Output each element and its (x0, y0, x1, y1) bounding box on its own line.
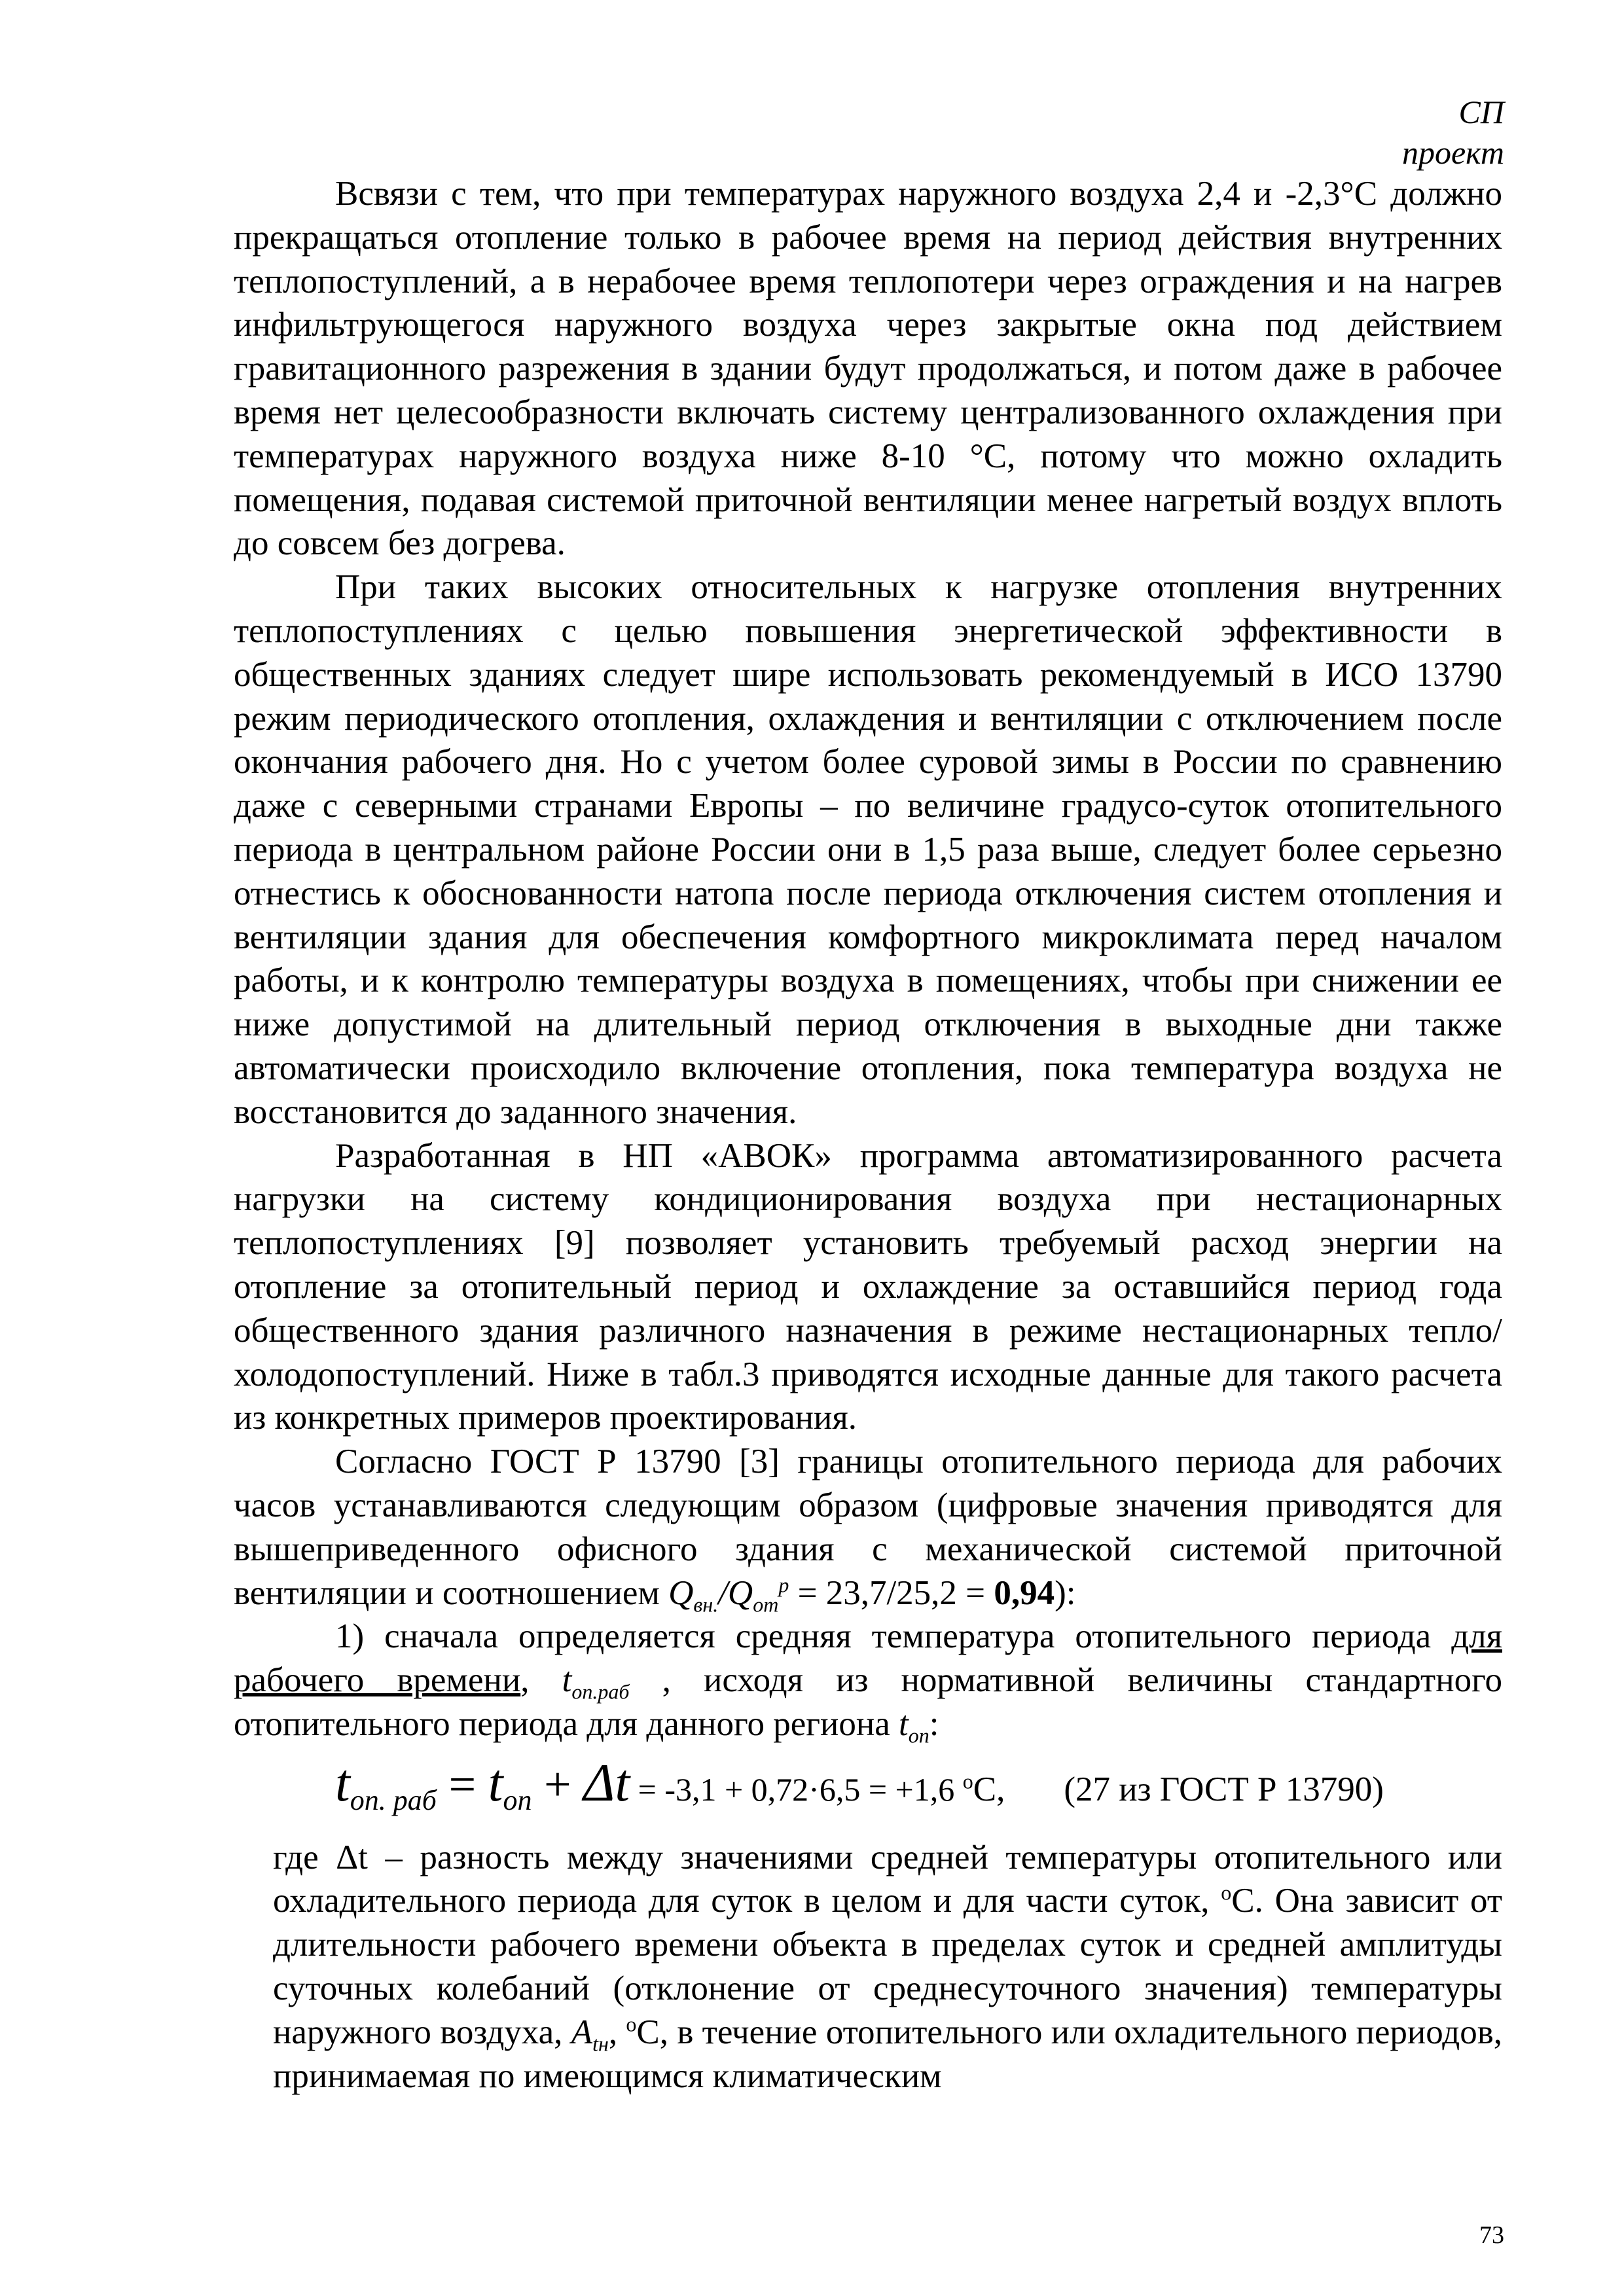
amplitude-symbol: $A_{tн}$ (571, 2013, 609, 2056)
paragraph-5: 1) сначала определяется средняя температура отопительного периода для рабочего времени, $t_{оп.раб}$ , исходя из нормативной величины стандартного отопительного периода для данного региона $t_{оп}$: (234, 1617, 1503, 1748)
body-text (234, 172, 1502, 2098)
q-internal: $Q_{вн.}$ (668, 1573, 719, 1617)
page-header (1402, 92, 1504, 173)
header-code: СП (1458, 94, 1504, 130)
header-status: проект (1401, 134, 1504, 171)
paragraph-3: Разработанная в НП «АВОК» программа автоматизированного расчета нагрузки на систему кондиционирования воздуха при нестационарных теплопоступлениях [9] позволяет установить требуемый расход энергии на отопление за отопительный период и охлаждение за оставшийся период года общественного здания различного назначения в режиме нестационарных тепло/холодопоступлений. Ниже в табл.3 приводятся исходные данные для такого расчета из конкретных примеров проектирования. (234, 1136, 1502, 1437)
underlined-phrase: для рабочего времени (234, 1617, 1502, 1700)
paragraph-1: Всвязи с тем, что при температурах наружного воздуха 2,4 и -2,3°С должно прекращаться отопление только в рабочее время на период действия внутренних теплопоступлений, а в нерабочее время теплопотери через ограждения и на нагрев инфильтрующегося наружного воздуха через закрытые окна под действием гравитационного разрежения в здании будут продолжаться, и потом даже в рабочее время нет целесообразности включать систему централизованного охлаждения при температурах наружного воздуха ниже 8-10 °С, потому что можно охладить помещения, подавая системой приточной вентиляции менее нагретый воздух вплоть до совсем без догрева. (234, 175, 1502, 563)
paragraph-4: Согласно ГОСТ Р 13790 [3] границы отопительного периода для рабочих часов устанавливаются следующим образом (цифровые значения приводятся для вышеприведенного офисного здания с механической системой приточной вентиляции и соотношением $Q_{вн.}/Q_{от}^p = 23,7/25,2 = 0,94$): (234, 1443, 1502, 1617)
formula-27: $t_{оп. раб} = t_{оп} + \Delta t = -3,1 + 0,72\cdot 6,5 = +1,6$ $^о$С, (27 из ГОСТ Р 13790) (335, 1752, 1384, 1816)
page-number: 73 (1479, 2221, 1504, 2249)
t-op-rab: $t_{оп.раб}$ (562, 1661, 630, 1704)
paragraph-2: При таких высоких относительных к нагрузке отопления внутренних теплопоступлениях с целью повышения энергетической эффективности в общественных зданиях следует шире использовать рекомендуемый в ИСО 13790 режим периодического отопления, охлаждения и вентиляции с отключением после окончания рабочего дня. Но с учетом более суровой зимы в России по сравнению даже с северными странами Европы – по величине градусо-суток отопительного периода в центральном районе России они в 1,5 раза выше, следует более серьезно отнестись к обоснованности натопа после периода отключения систем отопления и вентиляции здания для обеспечения комфортного микроклимата перед началом работы, и к контролю температуры воздуха в помещениях, чтобы при снижении ее ниже допустимой на длительный период отключения в выходные дни также автоматически происходило включение отопления, пока температура воздуха не восстановится до заданного значения. (234, 568, 1502, 1131)
formula-reference: (27 из ГОСТ Р 13790) (1064, 1770, 1384, 1808)
p4-text: Согласно ГОСТ Р 13790 [3] границы отопительного периода для рабочих часов устанавливаются следующим образом (цифровые значения приводятся для вышеприведенного офисного здания с механической системой приточной вентиляции и соотношением (234, 1443, 1502, 1612)
q-heating: $Q_{от}^p$ (727, 1572, 789, 1617)
paragraph-6: где Δt – разность между значениями средней температуры отопительного или охладительного периода для суток в целом и для части суток, $^о$С. Она зависит от длительности рабочего времени объекта в пределах суток и средней амплитуды суточных колебаний (отклонение от среднесуточного значения) температуры наружного воздуха, $A_{tн}$, $^о$С, в течение отопительного или охладительного периодов, принимаемая по имеющимся климатическим (273, 1838, 1503, 2095)
ratio-value: 0,94 (994, 1573, 1055, 1612)
t-op: $t_{оп}$ (898, 1704, 929, 1748)
